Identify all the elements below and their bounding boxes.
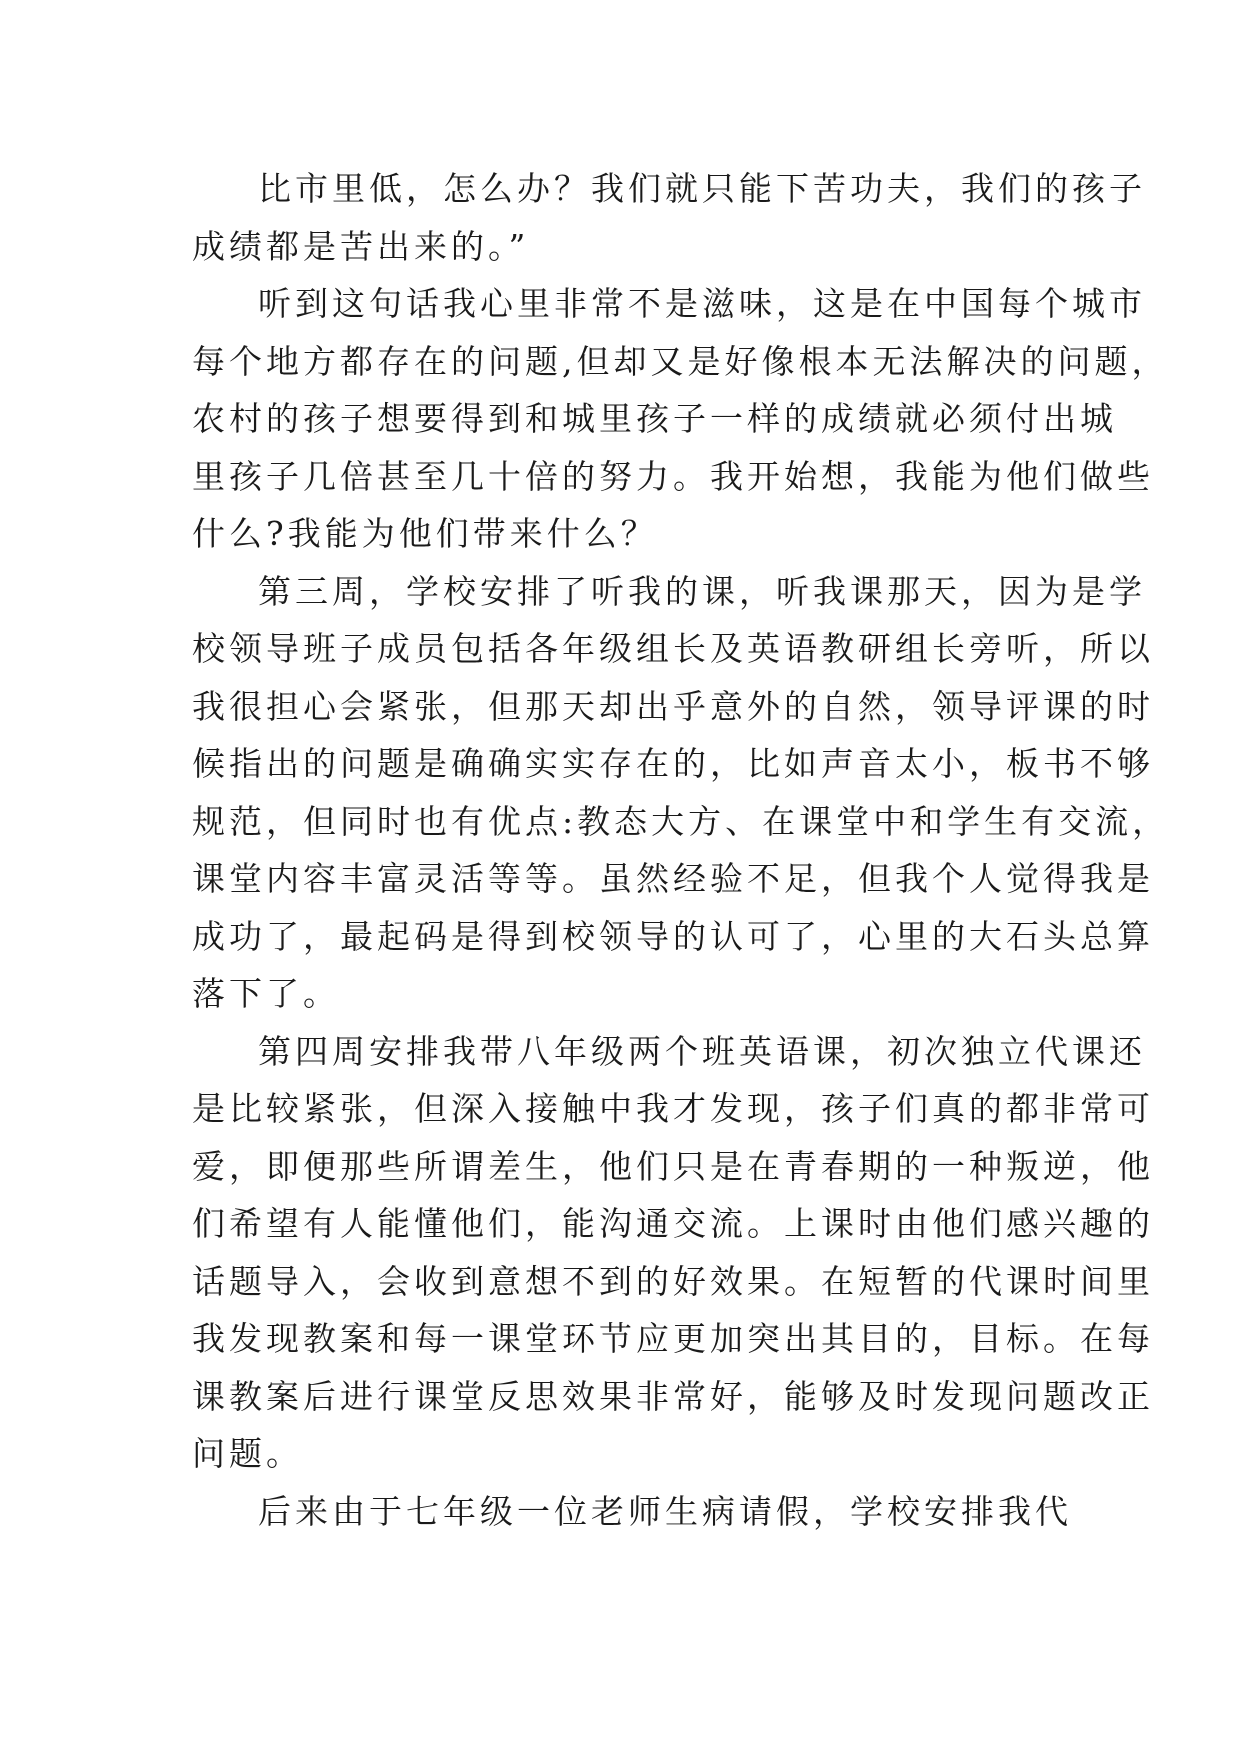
text-line: 问题。 [192,1434,303,1473]
text-line: 每个地方都存在的问题,但却又是好像根本无法解决的问题， [192,341,1169,381]
text-line: 候指出的问题是确确实实存在的，比如声音太小，板书不够 [192,744,1154,783]
text-line: 规范，但同时也有优点:教态大方、在课堂中和学生有交流， [192,801,1170,841]
paragraph-2 [192,275,1169,563]
text-line: 我很担心会紧张，但那天却出乎意外的自然，领导评课的时 [192,686,1154,726]
text-line: 们希望有人能懂他们，能沟通交流。上课时由他们感兴趣的 [192,1204,1154,1243]
text-line: 校领导班子成员包括各年级组长及英语教研组长旁听，所以 [192,629,1154,668]
text-line: 后来由于七年级一位老师生病请假，学校安排我代 [258,1491,1072,1531]
paragraph-3 [192,563,1170,1023]
document-body [192,160,1170,1540]
text-line: 爱，即便那些所谓差生，他们只是在青春期的一种叛逆，他 [192,1146,1154,1186]
text-line: 是比较紧张，但深入接触中我才发现，孩子们真的都非常可 [192,1089,1154,1128]
text-line: 课教案后进行课堂反思效果非常好，能够及时发现问题改正 [192,1376,1154,1416]
paragraph-5 [192,1483,1072,1541]
text-line: 里孩子几倍甚至几十倍的努力。我开始想，我能为他们做些 [192,456,1154,496]
text-line: 话题导入，会收到意想不到的好效果。在短暂的代课时间里 [192,1261,1154,1301]
text-line: 第四周安排我带八年级两个班英语课，初次独立代课还 [258,1031,1146,1071]
text-line: 第三周，学校安排了听我的课，听我课那天，因为是学 [258,571,1146,611]
text-line: 什么?我能为他们带来什么？ [192,514,658,553]
text-line: 比市里低，怎么办？我们就只能下苦功夫，我们的孩子 [258,169,1146,208]
paragraph-4 [192,1023,1154,1483]
text-line: 农村的孩子想要得到和城里孩子一样的成绩就必须付出城 [192,399,1117,438]
text-line: 我发现教案和每一课堂环节应更加突出其目的，目标。在每 [192,1319,1154,1358]
text-line: 落下了。 [192,974,340,1013]
paragraph-1 [192,160,1146,275]
text-line: 课堂内容丰富灵活等等。虽然经验不足，但我个人觉得我是 [192,859,1154,898]
text-line: 成绩都是苦出来的。” [192,226,530,266]
text-line: 听到这句话我心里非常不是滋味，这是在中国每个城市 [258,284,1146,323]
text-line: 成功了，最起码是得到校领导的认可了，心里的大石头总算 [192,916,1154,956]
